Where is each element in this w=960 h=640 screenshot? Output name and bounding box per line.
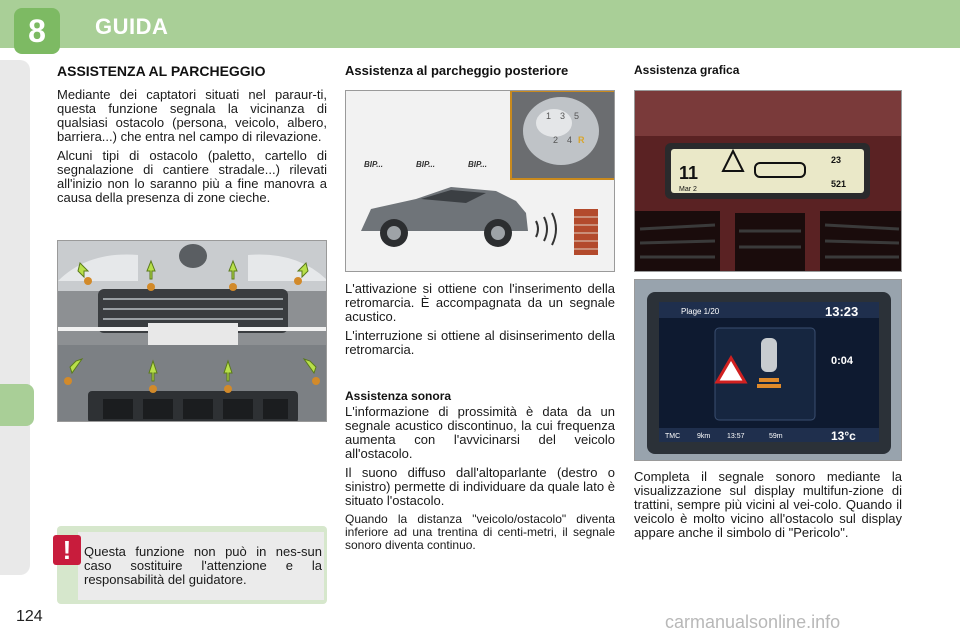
rear-assist-illustration xyxy=(345,90,615,272)
paragraph: Quando la distanza "veicolo/ostacolo" diventa inferiore ad una trentina di centi-metri, il segnale sonoro diventa continuo. xyxy=(345,512,615,552)
bip-label: BIP... xyxy=(416,160,435,169)
warning-note-text: Questa funzione non può in nes-sun caso sostituire l'attenzione e la responsabilità del guidatore. xyxy=(84,544,322,587)
paragraph: Completa il segnale sonoro mediante la visualizzazione sul display multifun-zione di trattini, sempre più vicini al vei-colo. Quando il veicolo è molto vicino all'ostacolo sul display appare anche il simbolo di "Pericolo". xyxy=(634,469,902,540)
paragraph: L'informazione di prossimità è data da un segnale acustico discontinuo, la cui frequenza aumenta con l'avvicinarsi del veicolo all'ostacolo. xyxy=(345,404,615,461)
section-heading-rear: Assistenza al parcheggio posteriore xyxy=(345,63,569,78)
multifunction-display-photo xyxy=(634,279,902,461)
side-tab-strip xyxy=(0,60,30,575)
bumper-sensors-photo xyxy=(57,240,327,422)
dashboard-display-photo xyxy=(634,90,902,272)
gear-digit: 1 xyxy=(546,111,552,121)
warning-icon: ! xyxy=(53,535,81,565)
screen-footer-item: 59m xyxy=(769,433,783,440)
screen-footer-item: 9km xyxy=(697,433,711,440)
paragraph: L'attivazione si ottiene con l'inserimento della retromarcia. È accompagnata da un segnale acustico. xyxy=(345,281,615,324)
chapter-number: 8 xyxy=(14,8,60,54)
gear-digit: 3 xyxy=(560,111,566,121)
display-odo: 521 xyxy=(831,179,847,189)
paragraph: L'interruzione si ottiene al disinserimento della retromarcia. xyxy=(345,328,615,357)
sound-text xyxy=(345,405,615,557)
screen-time: 13:23 xyxy=(825,304,859,319)
bip-label: BIP... xyxy=(468,160,487,169)
screen-header: Plage 1/20 xyxy=(681,307,720,316)
gear-digit: 2 xyxy=(553,135,559,145)
chapter-title: GUIDA xyxy=(95,14,169,39)
display-temp: 23 xyxy=(831,155,842,165)
bip-label: BIP... xyxy=(364,160,383,169)
display-date: Mar 2 xyxy=(679,186,697,193)
section-heading-graphic: Assistenza grafica xyxy=(634,63,740,77)
paragraph: Alcuni tipi di ostacolo (paletto, cartello di segnalazione di cantiere stradale...) rilevati all'inizio non lo saranno più a fine manovra a causa della presenza di zone cieche. xyxy=(57,148,327,205)
gear-digit: 5 xyxy=(574,111,580,121)
sub-heading-sound: Assistenza sonora xyxy=(345,389,452,403)
screen-footer-item: TMC xyxy=(665,433,681,440)
display-time: 11 xyxy=(679,163,699,183)
paragraph: Mediante dei captatori situati nel paraur-ti, questa funzione segnala la vicinanza di qualsiasi ostacolo (persona, veicolo, albero, barriera...) che entra nel campo di rilevazione. xyxy=(57,87,327,144)
screen-footer-temp: 13°c xyxy=(831,429,856,443)
intro-text xyxy=(57,88,327,210)
gear-digit-reverse: R xyxy=(578,135,585,145)
page-number: 124 xyxy=(16,608,43,625)
gear-digit: 4 xyxy=(567,135,573,145)
screen-time2: 0:04 xyxy=(831,355,854,367)
side-tab-active xyxy=(0,384,34,426)
watermark: carmanualsonline.info xyxy=(665,612,841,632)
section-heading: ASSISTENZA AL PARCHEGGIO xyxy=(57,63,266,79)
graphic-assist-text xyxy=(634,470,902,545)
screen-footer-item: 13:57 xyxy=(727,433,745,440)
paragraph: Il suono diffuso dall'altoparlante (destro o sinistro) permette di individuare da quale lato è situato l'ostacolo. xyxy=(345,465,615,508)
activation-text xyxy=(345,282,615,362)
